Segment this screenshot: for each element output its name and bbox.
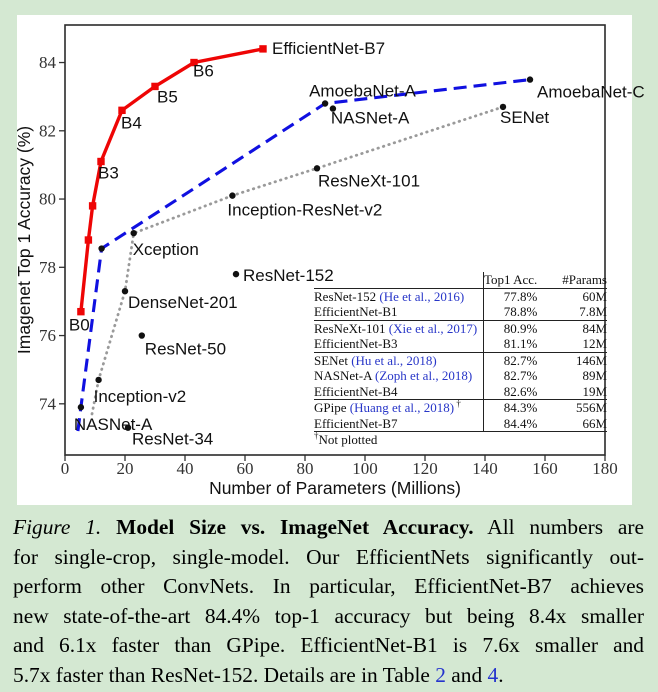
point-label: Inception-v2 [93,386,187,406]
x-tick-label: 60 [236,459,254,478]
params-value: 146M [575,352,607,368]
top1-acc-value: 77.8% [484,288,558,304]
model-name: EfficientNet-B4 [314,383,398,399]
figure-label: Figure 1. [13,515,102,539]
point-label: NASNet-A [330,108,410,128]
caption-text: All numbers are [487,515,644,539]
caption-text: and [445,662,488,687]
citation-link[interactable]: (Hu et al., 2018) [347,352,437,368]
point-label: AmoebaNet-A [309,81,416,101]
table-header-row [314,272,607,288]
model-name: ResNeXt-101 [314,320,386,336]
inset-comparison-table [314,272,607,448]
x-tick-label: 140 [472,459,498,478]
point-label: DenseNet-201 [128,293,238,313]
table-row [314,288,607,304]
caption-line [13,661,644,691]
caption-line: perform other ConvNets. In particular, EfficientNet-B7 achieves [13,574,644,599]
data-point-standalone [139,332,145,338]
table-row [314,320,607,336]
dagger-mark: † [314,430,319,441]
model-name: EfficientNet-B7 [314,415,398,431]
y-tick-label: 76 [39,326,56,346]
point-label: ResNet-152 [243,266,334,286]
model-name: EfficientNet-B1 [314,304,398,319]
table-row [314,352,607,368]
x-tick-label: 120 [412,459,438,478]
data-point-convnet-family [229,192,235,198]
top1-acc-value: 78.8% [484,304,558,320]
table-row [314,368,607,384]
x-tick-label: 160 [532,459,558,478]
top1-acc-value: 80.9% [484,320,558,336]
point-label: SENet [500,107,550,127]
point-label: Xception [132,240,199,260]
table-row [314,400,607,416]
params-value: 7.8M [557,304,607,320]
caption-text: 5.7x faster than ResNet-152. Details are in Table [13,662,436,687]
model-name: GPipe [314,400,347,415]
caption-line: and 6.1x faster than GPipe. EfficientNet-B1 is 7.6x smaller and [13,633,644,658]
table-row [314,384,607,400]
data-point-standalone [233,271,239,277]
table-row [314,304,607,320]
citation-link[interactable]: (Zoph et al., 2018) [371,368,473,383]
table-row [314,416,607,432]
point-label: B3 [98,163,119,183]
caption-title: Model Size vs. ImageNet Accuracy. [116,515,474,539]
params-value: 12M [557,336,607,352]
y-axis-title: Imagenet Top 1 Accuracy (%) [14,125,34,355]
y-tick-label: 78 [39,257,56,277]
params-value: 84M [582,320,607,336]
header-model [314,272,484,288]
top1-acc-value: 82.6% [484,384,558,400]
table-4-link[interactable]: 4 [487,662,499,687]
comparison-table [314,272,607,448]
header-params: #Params [557,272,607,288]
dagger-mark: † [454,398,461,409]
figure-caption [13,513,644,691]
citation-link[interactable]: (Huang et al., 2018) [346,400,455,415]
y-tick-label: 84 [39,53,56,73]
data-point-nas-family [322,100,328,106]
data-point-efficientnet [85,236,92,243]
point-label: ResNet-50 [144,339,227,359]
params-value: 89M [582,368,607,383]
point-label: B5 [157,87,178,107]
y-tick-label: 74 [39,394,56,414]
point-label: EfficientNet-B7 [272,38,386,58]
x-tick-label: 20 [116,459,134,478]
point-label: B6 [193,61,214,81]
top1-acc-value: 84.4% [484,416,558,432]
data-point-efficientnet [89,202,96,209]
params-value: 60M [582,288,607,304]
data-point-nas-family [78,404,84,410]
point-label: NASNet-A [73,415,153,435]
citation-link[interactable]: (Xie et al., 2017) [385,320,478,336]
caption-line [13,513,644,543]
caption-line: for single-crop, single-model. Our EfficientNets significantly out- [13,544,644,569]
table-row [314,336,607,352]
point-label: ResNet-34 [132,429,214,449]
model-name: SENet [314,352,348,368]
caption-line: new state-of-the-art 84.4% top-1 accuracy but being 8.4x smaller [13,603,644,628]
params-value: 19M [557,384,607,400]
y-tick-label: 82 [39,121,56,141]
footnote-text: Not plotted [318,432,378,447]
data-point-nas-family [98,245,104,251]
params-value: 556M [575,400,607,415]
model-name: EfficientNet-B3 [314,336,398,351]
x-tick-label: 100 [352,459,378,478]
y-tick-label: 80 [39,189,56,209]
point-label: B0 [68,315,90,335]
x-tick-label: 0 [60,459,70,478]
data-point-convnet-family [131,230,137,236]
header-top1-acc: Top1 Acc. [484,272,558,288]
point-label: AmoebaNet-C [537,82,645,102]
point-label: Inception-ResNet-v2 [227,200,383,220]
model-name: ResNet-152 [314,288,377,304]
data-point-efficientnet [77,308,84,315]
table-2-link[interactable]: 2 [435,662,446,687]
x-tick-label: 80 [296,459,314,478]
citation-link[interactable]: (He et al., 2016) [376,288,465,304]
caption-text: . [498,662,504,687]
table-footnote-row [314,432,607,448]
x-tick-label: 40 [176,459,194,478]
top1-acc-value: 84.3% [484,400,558,416]
data-point-convnet-family [95,377,101,383]
x-tick-label: 180 [592,459,618,478]
data-point-efficientnet [259,45,266,52]
x-axis-title: Number of Parameters (Millions) [209,478,461,498]
point-label: B4 [121,113,142,133]
data-point-nas-family [527,76,533,82]
top1-acc-value: 82.7% [484,352,558,368]
top1-acc-value: 81.1% [484,336,558,352]
params-value: 66M [557,416,607,432]
top1-acc-value: 82.7% [484,368,558,384]
point-label: ResNeXt-101 [318,171,421,191]
model-name: NASNet-A [314,368,372,383]
